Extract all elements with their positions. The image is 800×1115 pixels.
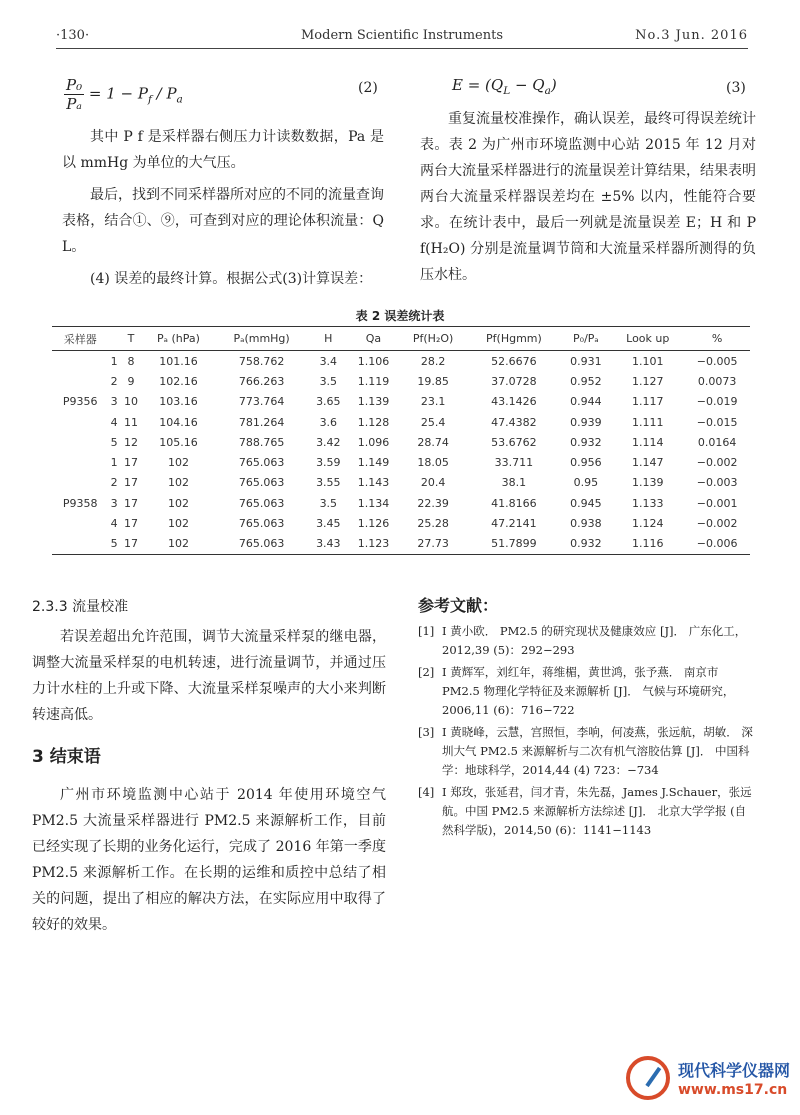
sampler-name-cell: P9356 (62, 395, 98, 409)
table-header-cell: Pf(H₂O) (399, 327, 467, 351)
table-row (52, 534, 750, 555)
table-cell: 2 (110, 374, 118, 388)
table-cell: 102 (167, 517, 189, 531)
table-cell: 17 (124, 476, 138, 490)
formula-2-slash-den-sub: a (176, 93, 183, 106)
table-cell: 0.956 (570, 456, 602, 470)
table-header-cell: T (120, 327, 143, 351)
reference-item (418, 622, 756, 660)
table-cell: −0.006 (684, 534, 750, 555)
table-cell: 773.764 (238, 395, 285, 409)
table-cell: 1.139 (632, 476, 664, 490)
table-cell: 102 (167, 496, 189, 510)
table-row (52, 392, 750, 412)
table-cell: 37.0728 (491, 374, 537, 388)
table-cell: 3 (110, 395, 118, 409)
formula-2-number: (2) (358, 80, 378, 96)
table-header-cell: Pf(Hgmm) (467, 327, 560, 351)
table-cell: 1.106 (357, 354, 390, 368)
table-cell: 3.45 (316, 517, 341, 531)
table-header-cell: Look up (611, 327, 684, 351)
section-heading-3: 3 结束语 (32, 747, 101, 767)
table-cell: 103.16 (159, 395, 198, 409)
journal-title: Modern Scientific Instruments (300, 28, 504, 43)
table-cell: 53.6762 (491, 435, 537, 449)
table-cell: 11 (124, 415, 138, 429)
reference-number: [3] (418, 725, 435, 739)
table-cell: 1.116 (611, 534, 684, 555)
table-cell: 3.55 (316, 476, 341, 490)
table-cell: 20.4 (420, 476, 446, 490)
sampler-name-cell: P9358 (52, 452, 108, 554)
table-cell: 38.1 (501, 476, 527, 490)
table-header-cell: Pₐ(mmHg) (215, 327, 309, 351)
formula-2-slash-den: P (166, 84, 177, 103)
paragraph: 重复流量校准操作，确认误差，最终可得误差统计表。表 2 为广州市环境监测中心站 2015 年 12 月对两台大流量采样器进行的流量误差计算结果，结果表明两台大流量采样器误差均在 ±5% 以内，性能符合要求。在统计表中，最后一列就是流量误差 E；H 和 P f(H₂O) 分别是流量调节筒和大流量采样器所测得的负压水柱。 (420, 111, 756, 283)
table-cell: 28.2 (420, 354, 446, 368)
table-header-cell: Qa (348, 327, 399, 351)
formula-2-rhs: = 1 − P (88, 84, 148, 103)
table-cell: 102 (167, 456, 189, 470)
table-cell: 17 (120, 534, 143, 555)
table-title: 表 2 误差统计表 (355, 309, 445, 323)
formula-2-slash: / (151, 84, 167, 103)
right-column (420, 106, 756, 288)
table-cell: 1.127 (632, 374, 664, 388)
table-cell: 47.4382 (491, 415, 537, 429)
reference-item (418, 663, 756, 720)
table-cell: 4 (110, 517, 118, 531)
table-cell: 3.5 (319, 374, 338, 388)
table-cell: −0.005 (696, 354, 738, 368)
table-cell: 8 (127, 354, 135, 368)
table-cell: −0.001 (696, 496, 738, 510)
table-cell: 781.264 (238, 415, 285, 429)
table-cell: 3.43 (309, 534, 349, 555)
table-cell: 758.762 (238, 354, 285, 368)
table-header-row (52, 327, 750, 351)
table-cell: 102 (167, 476, 189, 490)
table-cell: 1 (110, 354, 118, 368)
section-heading-2-3-3: 2.3.3 流量校准 (32, 599, 129, 615)
table-cell: 788.765 (238, 435, 285, 449)
formula-3-mid: − Q (510, 76, 545, 94)
table-cell: 765.063 (238, 496, 285, 510)
table-cell: 0.952 (570, 374, 602, 388)
reference-number: [4] (418, 785, 435, 799)
table-row (52, 412, 750, 432)
table-cell: 765.063 (238, 476, 285, 490)
table-cell: 1.111 (632, 415, 664, 429)
table-cell: 1.149 (357, 456, 390, 470)
table-cell: 0.932 (561, 534, 612, 555)
table-cell: 3.42 (316, 435, 341, 449)
table-cell: −0.002 (696, 456, 738, 470)
table-cell: 3.59 (316, 456, 341, 470)
table-cell: 0.939 (570, 415, 602, 429)
table-cell: 33.711 (494, 456, 534, 470)
site-logo (626, 1056, 796, 1108)
table-cell: −0.019 (696, 395, 738, 409)
table-cell: 52.6676 (491, 354, 537, 368)
logo-text: 现代科学仪器网 (678, 1061, 791, 1080)
table-cell: 23.1 (420, 395, 446, 409)
reference-number: [2] (418, 665, 435, 679)
table-cell: 47.2141 (491, 517, 537, 531)
formula-3-sub2: a (544, 85, 551, 97)
table-row (52, 513, 750, 533)
page-number: ·130· (56, 28, 90, 43)
table-cell: 0.932 (570, 435, 602, 449)
table-row (52, 452, 750, 472)
table-cell: 0.0073 (697, 374, 737, 388)
table-cell: 1.139 (357, 395, 390, 409)
table-cell: 0.0164 (697, 435, 737, 449)
left-column (62, 124, 384, 292)
table-cell: 1.126 (357, 517, 390, 531)
reference-item (418, 723, 756, 780)
table-cell: 3 (110, 496, 118, 510)
table-row (52, 493, 750, 513)
table-cell: 3.4 (319, 354, 338, 368)
reference-text: I 黄晓峰，云慧，宫照恒，李响，何凌燕，张远航，胡敏． 深圳大气 PM2.5 来源解析与二次有机气溶胶估算 [J]． 中国科学：地球科学，2014,44 (4) 723：−734 (442, 725, 753, 777)
reference-text: I 黄辉军，刘红年，蒋维楣，黄世鸿，张予燕． 南京市 PM2.5 物理化学特征及来源解析 [J]． 气候与环境研究，2006,11 (6)：716−722 (442, 665, 735, 717)
table-cell: 17 (124, 517, 138, 531)
table-row (52, 473, 750, 493)
page-header (56, 24, 748, 49)
table-header-cell (108, 327, 119, 351)
table-cell: 0.938 (570, 517, 602, 531)
formula-2-rhs-sub: f (147, 93, 152, 106)
table-cell: 0.944 (570, 395, 602, 409)
formula-3-lhs: E = (Q (452, 76, 504, 94)
table-cell: 104.16 (159, 415, 198, 429)
table-cell: 17 (124, 456, 138, 470)
formula-3-end: ) (550, 76, 557, 94)
paragraph: (4) 误差的最终计算。根据公式(3)计算误差： (90, 271, 373, 287)
table-header-cell: 采样器 (52, 327, 108, 351)
table-cell: 18.05 (417, 456, 449, 470)
references-title: 参考文献： (418, 596, 499, 615)
table-cell: 1.117 (632, 395, 664, 409)
paragraph: 广州市环境监测中心站于 2014 年使用环境空气 PM2.5 大流量采样器进行 PM2.5 来源解析工作，目前已经实现了长期的业务化运行，完成了 2016 年第一季度 PM2.5 来源解析工作。在长期的运维和质控中总结了相关的问题，提出了相应的解决方法，在实际应用中取得了较好的效果。 (32, 787, 386, 933)
table-cell: 5 (108, 534, 119, 555)
table-cell: 3.6 (319, 415, 338, 429)
reference-text: I 郑玫，张延君，闫才青，朱先磊，James J.Schauer，张远航。中国 PM2.5 来源解析方法综述 [J]． 北京大学学报 (自然科学版)，2014,50 (6)：1141−1143 (442, 785, 752, 837)
table-cell: 2 (110, 476, 118, 490)
error-stats-table (52, 326, 750, 555)
table-cell: 25.4 (420, 415, 446, 429)
formula-3 (452, 76, 557, 97)
table-cell: 766.263 (238, 374, 285, 388)
paragraph: 若误差超出允许范围，调节大流量采样泵的继电器，调整大流量采样泵的电机转速，进行流量调节，并通过压力计水柱的上升或下降、大流量采样泵噪声的大小来判断转速高低。 (32, 629, 386, 723)
table-header-cell: P₀/Pₐ (561, 327, 612, 351)
section-3-body (32, 782, 386, 938)
table-cell: 1.134 (357, 496, 390, 510)
table-cell: 1.096 (357, 435, 390, 449)
table-cell: 102 (142, 534, 214, 555)
table-cell: 25.28 (417, 517, 449, 531)
table-row (52, 432, 750, 452)
logo-url: www.ms17.cn (678, 1082, 788, 1098)
table-cell: 41.8166 (491, 496, 537, 510)
table-cell: 105.16 (159, 435, 198, 449)
paragraph: 其中 P f 是采样器右侧压力计读数数据，Pa 是以 mmHg 为单位的大气压。 (62, 129, 384, 171)
table-cell: 101.16 (159, 354, 198, 368)
table-cell: −0.015 (696, 415, 738, 429)
table-cell: 28.74 (417, 435, 449, 449)
table-cell: 10 (124, 395, 138, 409)
issue-info: No.3 Jun. 2016 (635, 28, 748, 43)
table-cell: 12 (124, 435, 138, 449)
table-cell: −0.002 (696, 517, 738, 531)
table-cell: 1 (110, 456, 118, 470)
references-list (418, 622, 756, 843)
table-cell: 17 (124, 496, 138, 510)
table-cell: 0.931 (570, 354, 602, 368)
table-cell: 3.5 (319, 496, 338, 510)
reference-item (418, 783, 756, 840)
table-row (52, 351, 750, 372)
table-cell: 3.65 (316, 395, 341, 409)
table-cell: 765.063 (238, 456, 285, 470)
table-cell: 0.95 (573, 476, 599, 490)
table-header-cell: % (684, 327, 750, 351)
formula-2-denominator: Pₐ (66, 95, 82, 113)
table-cell: 19.85 (417, 374, 449, 388)
table-cell: 1.124 (632, 517, 664, 531)
table-cell: 9 (127, 374, 135, 388)
table-cell: 765.063 (215, 534, 309, 555)
table-cell: 4 (110, 415, 118, 429)
formula-2-fraction (64, 76, 84, 113)
table-cell: 1.128 (357, 415, 390, 429)
section-2-3-3-body (32, 624, 386, 728)
table-cell: 1.123 (348, 534, 399, 555)
table-cell: 5 (110, 435, 118, 449)
table-cell: 1.133 (632, 496, 664, 510)
gauge-icon (626, 1056, 670, 1100)
table-header-cell: Pₐ (hPa) (142, 327, 214, 351)
formula-3-number: (3) (726, 80, 746, 96)
formula-2 (64, 76, 183, 113)
table-cell: 1.114 (632, 435, 664, 449)
table-cell: 1.119 (357, 374, 390, 388)
table-cell: 1.143 (357, 476, 390, 490)
formula-2-numerator: P₀ (66, 76, 83, 94)
table-cell: 43.1426 (491, 395, 537, 409)
table-row (52, 371, 750, 391)
paragraph: 最后，找到不同采样器所对应的不同的流量查询表格，结合①、⑨，可查到对应的理论体积流量：Q L。 (62, 187, 384, 255)
reference-number: [1] (418, 624, 435, 638)
table-cell: 765.063 (238, 517, 285, 531)
table-cell: 102.16 (159, 374, 198, 388)
table-cell: 51.7899 (467, 534, 560, 555)
table-cell: 0.945 (570, 496, 602, 510)
table-cell: 1.101 (632, 354, 664, 368)
table-cell: 22.39 (417, 496, 449, 510)
reference-text: I 黄小欧． PM2.5 的研究现状及健康效应 [J]． 广东化工，2012,39 (5)：292−293 (442, 624, 747, 657)
table-cell: 27.73 (399, 534, 467, 555)
table-header-cell: H (309, 327, 349, 351)
table-cell: −0.003 (696, 476, 738, 490)
table-cell: 1.147 (632, 456, 664, 470)
formula-3-sub1: L (503, 85, 511, 97)
